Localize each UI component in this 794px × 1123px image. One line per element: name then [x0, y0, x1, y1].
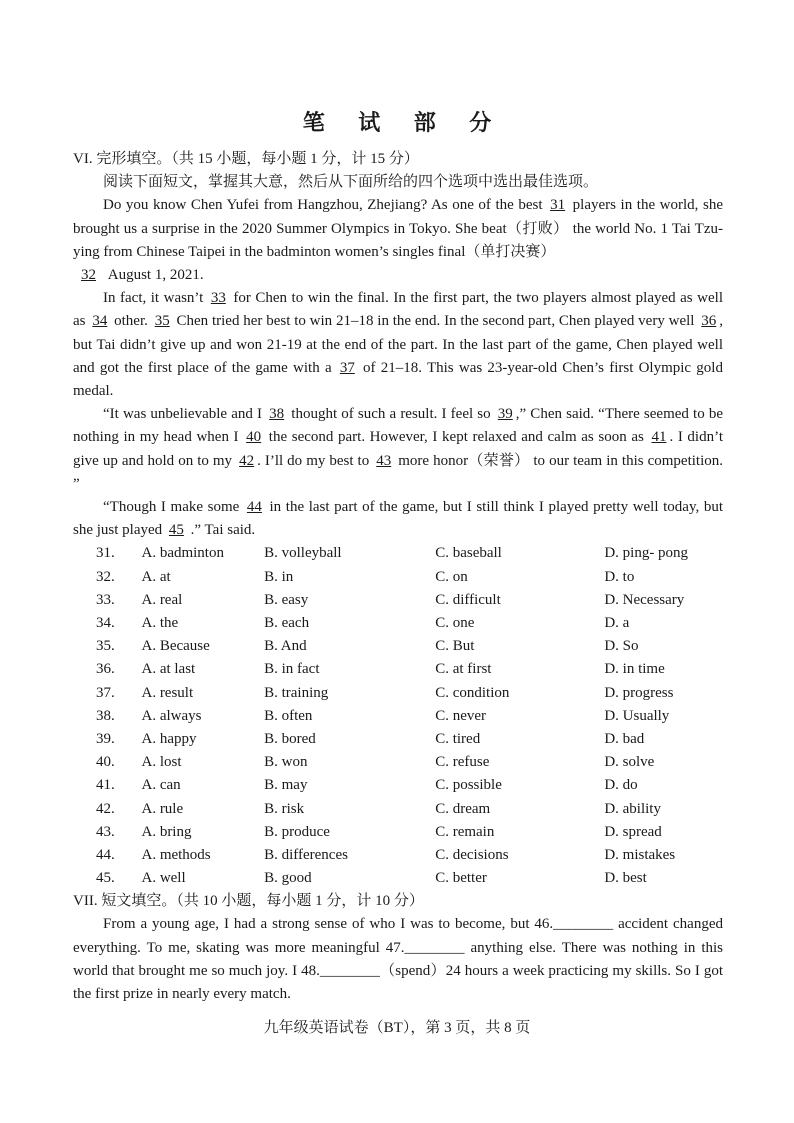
- passage-text: in the last part of the game, but I still think I played pretty well today, but she just played: [73, 499, 724, 539]
- option-a: A. happy: [141, 730, 197, 747]
- blank-42: 42: [239, 452, 255, 469]
- option-c: C. remain: [435, 823, 495, 840]
- option-d: D. So: [604, 638, 639, 655]
- option-b: B. often: [264, 707, 313, 724]
- option-b: B. easy: [264, 591, 309, 608]
- question-number: 40.: [96, 754, 115, 771]
- passage-text: August 1, 2021.: [104, 267, 204, 284]
- option-a: A. badminton: [141, 545, 224, 562]
- passage-text: of 21–18. This was 23-year-old Chen’s first Olympic gold medal.: [73, 359, 723, 400]
- option-c: C. difficult: [435, 591, 501, 608]
- question-number: 33.: [96, 591, 115, 608]
- option-c: C. possible: [435, 777, 502, 794]
- blank-39: 39: [497, 406, 513, 423]
- blank-45: 45: [168, 522, 184, 539]
- passage-text: . I didn’t give up and hold on to my: [73, 429, 723, 469]
- question-number: 45.: [96, 870, 115, 887]
- option-c: C. decisions: [435, 846, 509, 863]
- passage-text: players in the world, she brought us a surprise in the 2020 Summer Olympics in Tokyo. She beat（打败） the world No. 1 Tai Tzu-ying from Chinese Taipei in the badminton women’s singles final（单打决赛）: [73, 197, 723, 260]
- option-row: [73, 589, 723, 612]
- option-row: [73, 566, 723, 589]
- option-row: [73, 751, 723, 774]
- option-b: B. bored: [264, 730, 316, 747]
- blank-37: 37: [339, 359, 355, 376]
- option-d: D. in time: [604, 661, 665, 678]
- question-number: 44.: [96, 846, 115, 863]
- options-list: [73, 542, 723, 890]
- option-a: A. can: [141, 777, 181, 794]
- option-c: C. refuse: [435, 754, 490, 771]
- option-b: B. won: [264, 754, 308, 771]
- option-a: A. result: [141, 684, 194, 701]
- passage-paragraph-3: [73, 403, 723, 496]
- option-a: A. well: [141, 870, 186, 887]
- option-b: B. produce: [264, 823, 330, 840]
- option-row: [73, 728, 723, 751]
- question-number: 43.: [96, 823, 115, 840]
- option-b: B. And: [264, 638, 307, 655]
- option-b: B. may: [264, 777, 308, 794]
- option-c: C. tired: [435, 730, 481, 747]
- option-b: B. differences: [264, 846, 348, 863]
- passage-text: the second part. However, I kept relaxed and calm as soon as: [264, 429, 649, 446]
- blank-43: 43: [376, 452, 392, 469]
- section-7-heading: VII. 短文填空。（共 10 小题，每小题 1 分，计 10 分）: [73, 893, 424, 910]
- option-d: D. Usually: [604, 707, 670, 724]
- option-d: D. solve: [604, 754, 655, 771]
- blank-38: 38: [269, 406, 285, 423]
- question-number: 42.: [96, 800, 115, 817]
- option-c: C. at first: [435, 661, 492, 678]
- passage-paragraph-1: [73, 194, 723, 287]
- option-c: C. baseball: [435, 545, 502, 562]
- option-b: B. each: [264, 615, 310, 632]
- option-row: [73, 612, 723, 635]
- option-row: [73, 658, 723, 681]
- passage-paragraph-2: [73, 287, 723, 403]
- passage-text: ,” Chen said. “There seemed to be nothing in my head when I: [73, 406, 724, 446]
- option-a: A. real: [141, 591, 183, 608]
- option-row: [73, 867, 723, 890]
- option-d: D. bad: [604, 730, 645, 747]
- question-number: 38.: [96, 707, 115, 724]
- option-a: A. Because: [141, 638, 210, 655]
- option-c: C. one: [435, 615, 475, 632]
- question-number: 31.: [96, 545, 115, 562]
- section-6-instruction: 阅读下面短文，掌握其大意，然后从下面所给的四个选项中选出最佳选项。: [103, 174, 599, 191]
- section-7-paragraph: From a young age, I had a strong sense of who I was to become, but 46.________ accident changed everything. To me, skating was more meaningful 47.________ anything else. There was nothing in this world that brought me so much joy. I 48.________（spend）24 hours a week practicing my skills. So I got the first prize in nearly every match.: [73, 916, 723, 1003]
- option-a: A. methods: [141, 846, 211, 863]
- question-number: 41.: [96, 777, 115, 794]
- option-row: [73, 798, 723, 821]
- question-number: 35.: [96, 638, 115, 655]
- option-a: A. lost: [141, 754, 182, 771]
- option-c: C. But: [435, 638, 475, 655]
- option-d: D. ping- pong: [604, 545, 689, 562]
- option-row: [73, 774, 723, 797]
- option-b: B. volleyball: [264, 545, 342, 562]
- option-c: C. on: [435, 568, 468, 585]
- option-row: [73, 705, 723, 728]
- option-c: C. never: [435, 707, 487, 724]
- option-d: D. progress: [604, 684, 674, 701]
- option-b: B. in fact: [264, 661, 320, 678]
- option-d: D. ability: [604, 800, 661, 817]
- option-d: D. a: [604, 615, 630, 632]
- page-footer: 九年级英语试卷（BT），第 3 页，共 8 页: [263, 1020, 531, 1036]
- passage-text: In fact, it wasn’t: [103, 290, 208, 307]
- option-b: B. risk: [264, 800, 305, 817]
- question-number: 39.: [96, 730, 115, 747]
- blank-40: 40: [246, 429, 262, 446]
- passage-text: for Chen to win the final. In the first part, the two players almost played as well as: [73, 290, 723, 330]
- passage-text: “It was unbelievable and I: [103, 406, 267, 423]
- passage-text: more honor（荣誉） to our team in this competition. ”: [73, 452, 724, 492]
- passage-text: , but Tai didn’t give up and won 21-19 at the end of the part. In the last part of the game, Chen played well and got the first place of the game with a: [73, 313, 724, 376]
- option-b: B. in: [264, 568, 294, 585]
- option-c: C. better: [435, 870, 487, 887]
- question-number: 32.: [96, 568, 115, 585]
- option-d: D. do: [604, 777, 638, 794]
- question-number: 36.: [96, 661, 115, 678]
- question-number: 34.: [96, 615, 115, 632]
- blank-31: 31: [550, 197, 566, 214]
- option-b: B. training: [264, 684, 329, 701]
- option-d: D. to: [604, 568, 635, 585]
- option-c: C. condition: [435, 684, 510, 701]
- option-row: [73, 542, 723, 565]
- page-title: 笔 试 部 分: [302, 110, 506, 135]
- content: [73, 148, 723, 1006]
- passage-paragraph-4: [73, 496, 723, 542]
- passage-text: Chen tried her best to win 21–18 in the end. In the second part, Chen played very well: [172, 313, 699, 330]
- blank-34: 34: [92, 313, 108, 330]
- blank-36: 36: [701, 313, 717, 330]
- option-a: A. at: [141, 568, 171, 585]
- option-d: D. Necessary: [604, 591, 685, 608]
- option-a: A. always: [141, 707, 202, 724]
- option-row: [73, 844, 723, 867]
- option-a: A. bring: [141, 823, 192, 840]
- option-d: D. mistakes: [604, 846, 676, 863]
- option-row: [73, 635, 723, 658]
- question-number: 37.: [96, 684, 115, 701]
- option-b: B. good: [264, 870, 312, 887]
- blank-44: 44: [246, 499, 262, 516]
- option-row: [73, 821, 723, 844]
- option-a: A. at last: [141, 661, 196, 678]
- blank-35: 35: [154, 313, 170, 330]
- passage-text: . I’ll do my best to: [257, 452, 374, 469]
- passage-text: .” Tai said.: [186, 522, 256, 539]
- option-c: C. dream: [435, 800, 491, 817]
- blank-33: 33: [210, 290, 226, 307]
- passage-text: “Though I make some: [103, 499, 244, 516]
- passage-text: Do you know Chen Yufei from Hangzhou, Zhejiang? As one of the best: [103, 197, 548, 214]
- option-a: A. the: [141, 615, 179, 632]
- option-a: A. rule: [141, 800, 184, 817]
- blank-32: 32: [81, 267, 96, 284]
- blank-41: 41: [651, 429, 667, 446]
- option-d: D. spread: [604, 823, 662, 840]
- section-6-heading: VI. 完形填空。（共 15 小题，每小题 1 分，计 15 分）: [73, 151, 419, 167]
- passage-text: thought of such a result. I feel so: [287, 406, 495, 423]
- option-d: D. best: [604, 870, 647, 887]
- passage-text: other.: [110, 313, 152, 330]
- option-row: [73, 682, 723, 705]
